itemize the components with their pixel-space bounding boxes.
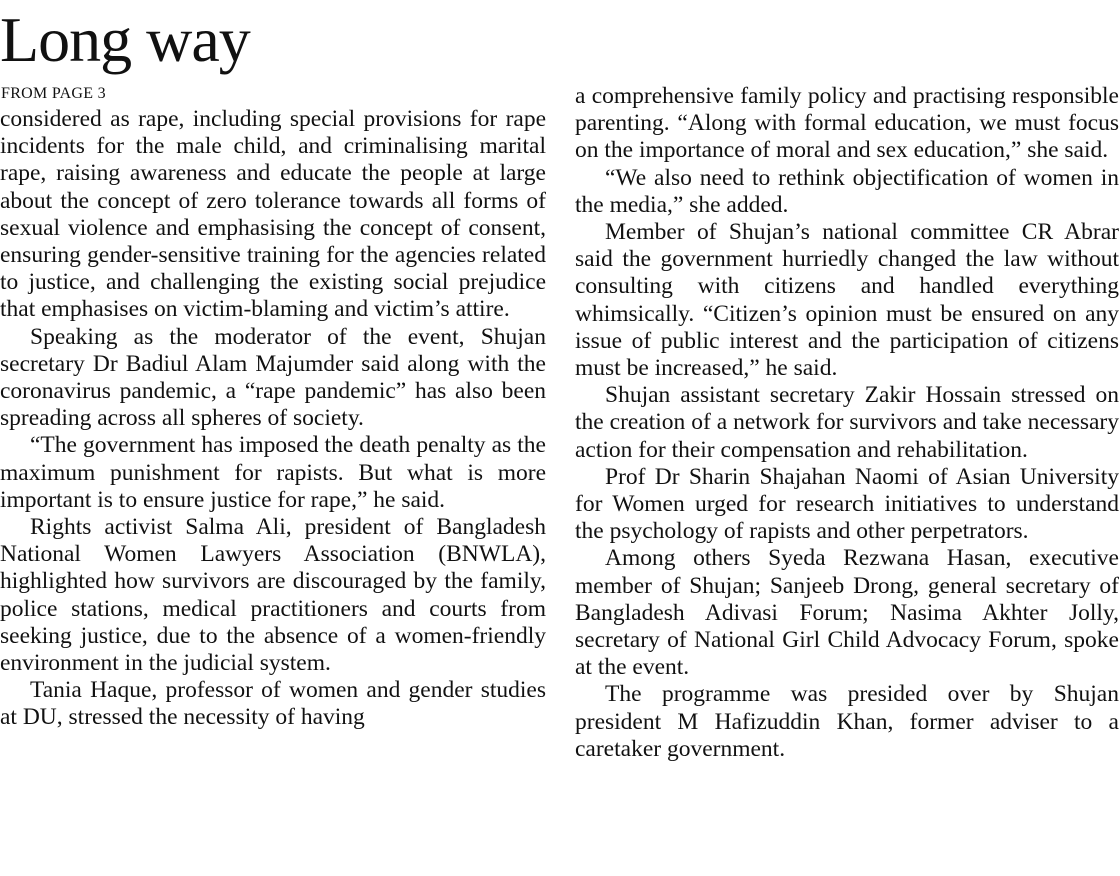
paragraph: The programme was presided over by Shujan president M Hafizuddin Khan, former adviser to a caretaker government. (575, 681, 1119, 762)
paragraph: a comprehensive family policy and practising responsible parenting. “Along with formal education, we must focus on the importance of moral and sex education,” she said. (575, 83, 1119, 164)
paragraph: “We also need to rethink objectification of women in the media,” she added. (575, 164, 1119, 218)
paragraph: Rights activist Salma Ali, president of Bangladesh National Women Lawyers Association (BNWLA), highlighted how survivors are discouraged by the family, police stations, medical practitioners and courts from seeking justice, due to the absence of a women-friendly environment in the judicial system. (0, 514, 546, 677)
continued-from-label: FROM PAGE 3 (1, 85, 106, 102)
paragraph: “The government has imposed the death penalty as the maximum punishment for rapists. But what is more important is to ensure justice for rape,” he said. (0, 432, 546, 513)
paragraph: Among others Syeda Rezwana Hasan, executive member of Shujan; Sanjeeb Drong, general secretary of Bangladesh Adivasi Forum; Nasima Akhter Jolly, secretary of National Girl Child Advocacy Forum, spoke at the event. (575, 545, 1119, 681)
paragraph: Shujan assistant secretary Zakir Hossain stressed on the creation of a network for survivors and take necessary action for their compensation and rehabilitation. (575, 382, 1119, 463)
right-column (575, 83, 1119, 763)
paragraph: Prof Dr Sharin Shajahan Naomi of Asian University for Women urged for research initiatives to understand the psychology of rapists and other perpetrators. (575, 463, 1119, 545)
headline: Long way (0, 4, 250, 75)
paragraph: considered as rape, including special provisions for rape incidents for the male child, and criminalising marital rape, raising awareness and educate the people at large about the concept of zero tolerance towards all forms of sexual violence and emphasising the concept of consent, ensuring gender-sensitive training for the agencies related to justice, and challenging the existing social prejudice that emphasises on victim-blaming and victim’s attire. (0, 106, 546, 323)
paragraph: Tania Haque, professor of women and gender studies at DU, stressed the necessity of having (0, 677, 546, 731)
paragraph: Speaking as the moderator of the event, Shujan secretary Dr Badiul Alam Majumder said along with the coronavirus pandemic, a “rape pandemic” has also been spreading across all spheres of society. (0, 323, 546, 432)
paragraph: Member of Shujan’s national committee CR Abrar said the government hurriedly changed the law without consulting with citizens and handled everything whimsically. “Citizen’s opinion must be ensured on any issue of public interest and the participation of citizens must be increased,” he said. (575, 219, 1119, 382)
left-column (0, 106, 546, 732)
